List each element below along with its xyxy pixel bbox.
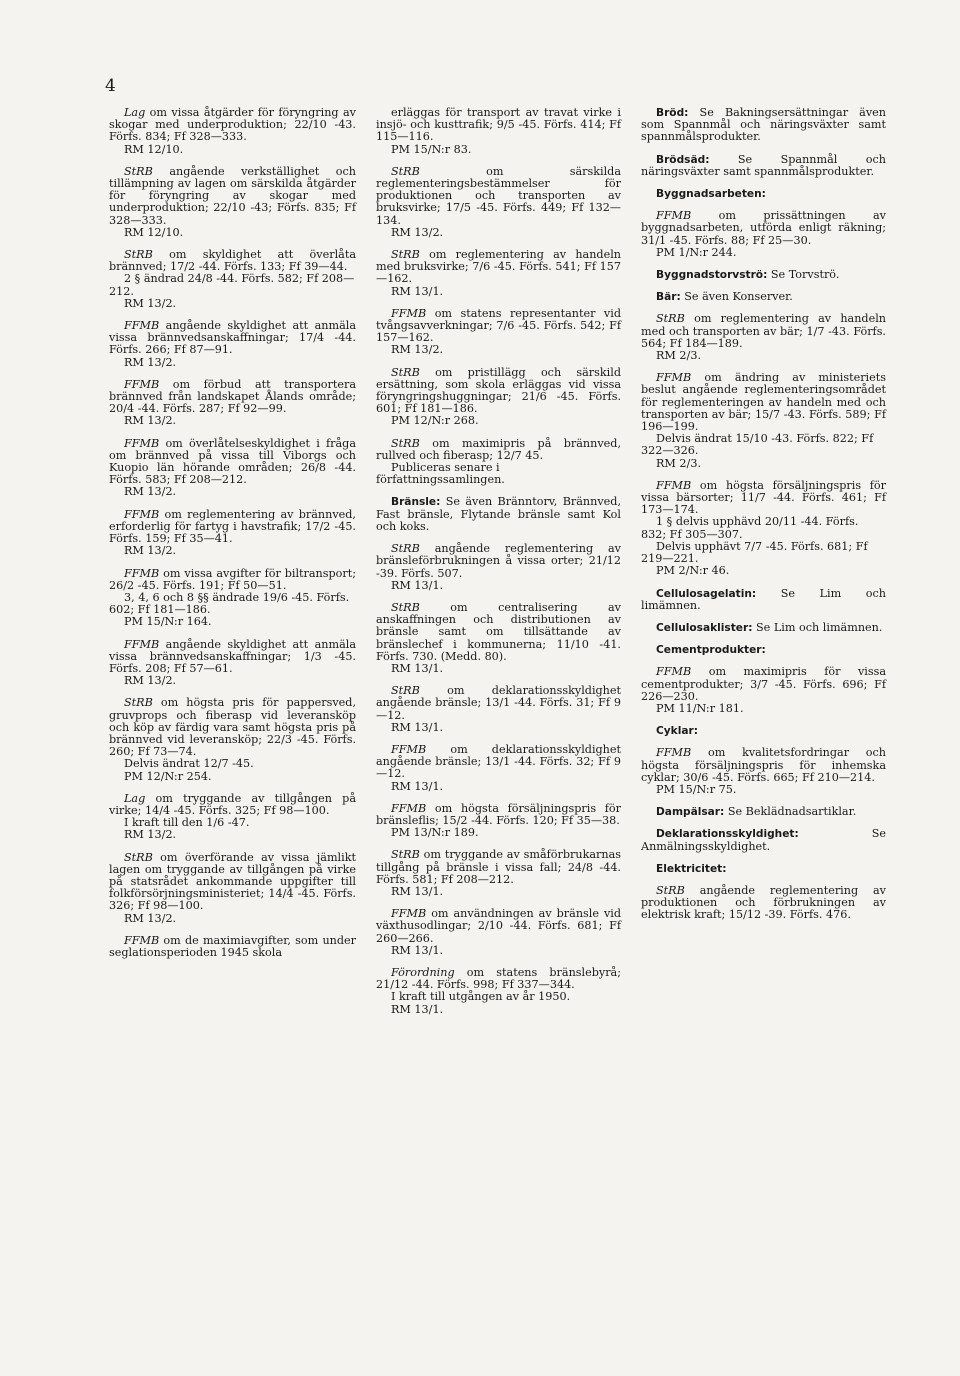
entry-text (109, 320, 356, 357)
register-entry (109, 379, 356, 428)
entry-text (641, 666, 886, 703)
register-entry (109, 852, 356, 925)
register-entry (109, 697, 356, 782)
act-description: om vissa avgifter för biltransport; 26/2 -45. Förfs. 191; Ff 50—51. (109, 566, 357, 592)
act-description: om tryggande av tillgången på virke; 14/4 -45. Förfs. 325; Ff 98—100. (109, 791, 356, 817)
act-description: om maximipris för vissa cementprodukter; 3/7 -45. Förfs. 696; Ff 226—230. (641, 665, 886, 703)
subject-title: Cyklar: (656, 725, 698, 738)
act-description: om skyldighet att överlåta brännved; 17/2 -44. Förfs. 133; Ff 39—44. (109, 248, 356, 274)
act-description: om vissa åtgärder för föryngring av skogar med underproduktion; 22/10 -43. Förfs. 834; Ff 328—333. (109, 106, 356, 144)
subject-heading (376, 496, 621, 533)
entry-text (109, 249, 356, 273)
entry-note: RM 13/1. (391, 284, 444, 298)
entry-text (109, 509, 356, 546)
entry-text (376, 166, 621, 227)
entry-text (376, 367, 621, 416)
entry-note: RM 13/1. (391, 1002, 444, 1016)
act-type: FFMB (124, 319, 160, 333)
act-type: FFMB (124, 436, 160, 450)
act-description: om reglementering av brännved, erforderlig för fartyg i havstrafik; 17/2 -45. Förfs. 159; Ff 35—41. (109, 507, 356, 546)
subject-title: Byggnadsarbeten: (656, 188, 766, 201)
entry-text (376, 543, 621, 580)
cross-reference: Se Lim och limämnen. (756, 620, 883, 634)
column-right (641, 107, 886, 932)
entry-note: PM 15/N:r 164. (124, 615, 212, 629)
entry-text (641, 291, 886, 303)
cross-reference: Se Bakningsersättningar även som Spannmål och näringsväxter samt spannmålsprodukter. (641, 106, 886, 144)
act-type: StRB (391, 600, 420, 614)
entry-text (109, 107, 356, 144)
entry-text (641, 863, 886, 875)
entry-note: RM 13/1. (391, 578, 444, 592)
column-middle (376, 107, 621, 1026)
entry-text (109, 935, 356, 959)
entry-note: RM 12/10. (124, 142, 184, 156)
entry-text (109, 793, 356, 817)
page-number: 4 (105, 76, 116, 96)
entry-note: PM 15/N:r 75. (656, 782, 737, 796)
entry-text (641, 107, 886, 144)
entry-text (376, 107, 621, 144)
act-description: om reglementering av handeln med bruksvirke; 7/6 -45. Förfs. 541; Ff 157—162. (376, 248, 621, 286)
entry-text (109, 166, 356, 227)
entry-note: RM 13/2. (124, 485, 177, 499)
subject-title: Brödsäd: (656, 153, 710, 166)
entry-text (376, 602, 621, 663)
subject-heading (641, 725, 886, 737)
register-entry (109, 509, 356, 558)
entry-note: RM 13/1. (391, 943, 444, 957)
act-type: StRB (391, 848, 420, 862)
act-type: StRB (124, 164, 153, 178)
entry-text (641, 210, 886, 247)
entry-note: RM 2/3. (656, 456, 701, 470)
act-description: angående reglementering av bränsleförbrukningen å vissa orter; 21/12 -39. Förfs. 507. (376, 542, 621, 580)
subject-title: Cellulosagelatin: (656, 587, 757, 600)
register-entry (376, 744, 621, 793)
entry-note: RM 13/2. (124, 828, 177, 842)
act-description: erläggas för transport av travat virke i insjö- och kusttrafik; 9/5 -45. Förfs. 414; Ff 115—116. (376, 106, 621, 144)
act-description: om kvalitetsfordringar och högsta försäljningspris för inhemska cyklar; 30/6 -45. Förfs. 665; Ff 210—214. (641, 746, 887, 784)
act-type: StRB (124, 850, 153, 864)
act-type: FFMB (124, 637, 160, 651)
subject-heading (641, 622, 886, 634)
act-type: StRB (391, 248, 420, 262)
entry-text (376, 496, 621, 533)
register-entry (376, 107, 621, 156)
entry-note: PM 11/N:r 181. (656, 701, 744, 715)
act-type: StRB (391, 436, 420, 450)
register-entry (376, 308, 621, 357)
register-entry (376, 438, 621, 487)
entry-text (109, 697, 356, 758)
cross-reference: Se Spannmål och näringsväxter samt spannmålsprodukter. (641, 152, 886, 178)
entry-text (641, 188, 886, 200)
register-entry (376, 849, 621, 898)
act-type: FFMB (656, 665, 692, 679)
entry-text (641, 588, 886, 612)
subject-heading (641, 644, 886, 656)
entry-note: PM 13/N:r 189. (391, 826, 479, 840)
entry-text (641, 154, 886, 178)
act-description: om statens representanter vid tvångsavverkningar; 7/6 -45. Förfs. 542; Ff 157—162. (376, 306, 621, 345)
entry-note: PM 12/N:r 254. (124, 769, 212, 783)
subject-heading (641, 863, 886, 875)
act-type: Förordning (391, 965, 455, 979)
entry-note: PM 2/N:r 46. (656, 564, 730, 578)
register-entry (109, 935, 356, 959)
act-description: angående skyldighet att anmäla vissa brännvedsanskaffningar; 17/4 -44. Förfs. 266; Ff 87—91. (109, 319, 356, 357)
entry-note: RM 13/2. (391, 225, 444, 239)
entry-note: RM 12/10. (124, 225, 184, 239)
act-description: om reglementering av handeln med och transporten av bär; 1/7 -43. Förfs. 564; Ff 184—189. (641, 312, 886, 350)
entry-note: RM 13/2. (124, 355, 177, 369)
entry-text (641, 828, 886, 852)
act-type: FFMB (124, 377, 160, 391)
subject-title: Dampälsar: (656, 806, 725, 819)
entry-text (109, 379, 356, 416)
cross-reference: Se även Konserver. (684, 290, 793, 304)
entry-text (109, 438, 356, 487)
subject-title: Cellulosaklister: (656, 621, 753, 634)
register-entry (109, 639, 356, 688)
act-description: om prissättningen av byggnadsarbeten, utförda enligt räkning; 31/1 -45. Förfs. 88; Ff 25—30. (641, 209, 886, 247)
entry-text (109, 852, 356, 913)
entry-note: Delvis ändrat 15/10 -43. Förfs. 822; Ff 322—326. (641, 432, 874, 458)
act-description: om ändring av ministeriets beslut angående reglementeringsområdet för reglementeringen av handeln med och transporten av bär; 15/7 -43. Förfs. 589; Ff 196—199. (641, 371, 886, 434)
act-description: om deklarationsskyldighet angående bränsle; 13/1 -44. Förfs. 31; Ff 9—12. (376, 684, 621, 722)
act-type: StRB (391, 684, 420, 698)
act-description: angående verkställighet och tillämpning av lagen om särskilda åtgärder för föryngring av skogar med underproduktion; 22/10 -43; Förfs. 835; Ff 328—333. (109, 164, 357, 227)
act-description: om användningen av bränsle vid växthusodlingar; 2/10 -44. Förfs. 681; Ff 260—266. (376, 907, 622, 945)
act-description: om särskilda reglementeringsbestämmelser för produktionen och transporten av bruksvirke; 17/5 -45. Förfs. 449; Ff 132—134. (376, 164, 622, 227)
register-entry (109, 438, 356, 499)
entry-note: 3, 4, 6 och 8 §§ ändrade 19/6 -45. Förfs. 602; Ff 181—186. (109, 590, 350, 617)
entry-text (641, 372, 886, 433)
act-type: StRB (391, 164, 420, 178)
entry-text (376, 744, 621, 781)
act-description: angående reglementering av produktionen och förbrukningen av elektrisk kraft; 15/12 -39. Förfs. 476. (641, 883, 886, 922)
act-description: om maximipris på brännved, rullved och fiberasp; 12/7 45. (376, 436, 621, 462)
subject-title: Bröd: (656, 107, 689, 119)
act-type: FFMB (124, 566, 160, 580)
register-entry (376, 602, 621, 675)
entry-text (641, 747, 886, 784)
entry-note: RM 13/2. (391, 343, 444, 357)
subject-heading (641, 154, 886, 178)
register-entry (376, 249, 621, 298)
act-description: om högsta försäljningspris för vissa bärsorter; 11/7 -44. Förfs. 461; Ff 173—174. (641, 478, 886, 517)
act-type: FFMB (656, 371, 692, 385)
act-type: FFMB (391, 742, 427, 756)
act-type: StRB (656, 883, 685, 897)
entry-note: PM 12/N:r 268. (391, 414, 479, 428)
register-entry (109, 166, 356, 239)
act-type: StRB (391, 542, 420, 556)
register-entry (109, 249, 356, 310)
act-description: om pristillägg och särskild ersättning, som skola erläggas vid vissa föryngringshuggningar; 21/6 -45. Förfs. 601; Ff 181—186. (376, 365, 621, 416)
entry-text (109, 568, 356, 592)
act-type: StRB (656, 312, 685, 326)
act-type: FFMB (391, 801, 427, 815)
register-entry (641, 666, 886, 715)
entry-note: Delvis upphävt 7/7 -45. Förfs. 681; Ff 219—221. (641, 539, 868, 566)
subject-title: Bär: (656, 291, 681, 304)
subject-title: Deklarationsskyldighet: (656, 828, 799, 841)
cross-reference: Se Lim och limämnen. (641, 586, 886, 612)
act-description: om överlåtelseskyldighet i fråga om brännved på vissa till Viborgs och Kuopio län hörande områden; 26/8 -44. Förfs. 583; Ff 208—212. (109, 436, 356, 487)
entry-note: RM 13/1. (391, 720, 444, 734)
entry-text (109, 639, 356, 676)
subject-heading (641, 107, 886, 144)
cross-reference: Se även Bränntorv, Brännved, Fast bränsle, Flytande bränsle samt Kol och koks. (376, 495, 622, 533)
act-description: om tryggande av småförbrukarnas tillgång på bränsle i vissa fall; 24/8 -44. Förfs. 581; Ff 208—212. (376, 848, 621, 886)
register-entry (376, 543, 621, 592)
register-entry (109, 793, 356, 842)
entry-note: 1 § delvis upphävd 20/11 -44. Förfs. 832; Ff 305—307. (641, 515, 859, 541)
entry-note: I kraft till den 1/6 -47. (124, 816, 250, 830)
act-type: StRB (391, 365, 420, 379)
entry-text (641, 725, 886, 737)
entry-note: RM 13/2. (124, 674, 177, 688)
entry-note: 2 § ändrad 24/8 -44. Förfs. 582; Ff 208—212. (109, 272, 355, 298)
entry-note: Delvis ändrat 12/7 -45. (124, 757, 254, 771)
subject-heading (641, 269, 886, 281)
act-type: FFMB (656, 746, 692, 760)
entry-note: RM 13/1. (391, 884, 444, 898)
entry-text (376, 438, 621, 462)
entry-text (641, 885, 886, 922)
act-type: Lag (124, 791, 146, 805)
entry-note: RM 13/2. (124, 911, 177, 925)
column-left (109, 107, 356, 969)
entry-text (376, 967, 621, 991)
register-entry (109, 107, 356, 156)
act-description: om statens bränslebyrå; 21/12 -44. Förfs. 998; Ff 337—344. (376, 965, 621, 992)
entry-note: RM 13/2. (124, 414, 177, 428)
register-entry (641, 480, 886, 578)
entry-note: Publiceras senare i författningssamlingen. (376, 461, 505, 487)
act-type: FFMB (391, 306, 427, 320)
act-type: StRB (124, 248, 153, 262)
act-description: om centralisering av anskaffningen och distributionen av bränsle samt om tillsättande av bränslechef i kommunerna; 11/10 -41. Förfs. 730. (Medd. 80). (376, 600, 621, 663)
act-description: om överförande av vissa jämlikt lagen om tryggande av tillgången på virke på statsrådet ankommande uppgifter till folkförsörjningsministeriet; 14/4 -45. Förfs. 326; Ff 98—100. (109, 850, 356, 913)
act-type: FFMB (656, 209, 692, 223)
entry-note: RM 13/1. (391, 779, 444, 793)
act-description: angående skyldighet att anmäla vissa brännvedsanskaffningar; 1/3 -45. Förfs. 208; Ff 57—61. (109, 637, 356, 675)
register-entry (641, 747, 886, 796)
act-type: FFMB (124, 933, 160, 947)
entry-note: RM 13/1. (391, 661, 444, 675)
entry-note: I kraft till utgången av år 1950. (391, 990, 571, 1004)
entry-text (641, 480, 886, 517)
entry-note: PM 15/N:r 83. (391, 142, 472, 156)
act-description: om högsta försäljningspris för bränsleflis; 15/2 -44. Förfs. 120; Ff 35—38. (376, 801, 621, 827)
act-type: StRB (124, 696, 153, 710)
register-entry (641, 372, 886, 470)
subject-title: Elektricitet: (656, 862, 727, 875)
act-description: om deklarationsskyldighet angående bränsle; 13/1 -44. Förfs. 32; Ff 9—12. (376, 742, 622, 781)
entry-text (376, 908, 621, 945)
act-description: om de maximiavgifter, som under seglationsperioden 1945 skola (109, 933, 356, 959)
subject-title: Byggnadstorvströ: (656, 269, 768, 282)
register-entry (376, 967, 621, 1016)
act-type: Lag (124, 106, 146, 119)
register-entry (376, 908, 621, 957)
entry-text (376, 308, 621, 345)
subject-heading (641, 828, 886, 852)
entry-text (641, 622, 886, 634)
subject-heading (641, 188, 886, 200)
subject-title: Cementprodukter: (656, 644, 766, 657)
register-entry (641, 210, 886, 259)
entry-note: RM 13/2. (124, 296, 177, 310)
register-entry (376, 685, 621, 734)
register-entry (376, 166, 621, 239)
entry-text (641, 806, 886, 818)
register-entry (109, 320, 356, 369)
register-entry (376, 803, 621, 840)
act-type: FFMB (656, 478, 692, 492)
entry-text (376, 849, 621, 886)
register-entry (641, 313, 886, 362)
subject-heading (641, 806, 886, 818)
subject-title: Bränsle: (391, 496, 441, 509)
cross-reference: Se Anmälningsskyldighet. (641, 827, 886, 853)
register-entry (376, 367, 621, 428)
subject-heading (641, 291, 886, 303)
act-description: om högsta pris för pappersved, gruvprops och fiberasp vid leveransköp och köp av färdig vara samt högsta pris på brännved vid leveransköp; 22/3 -45. Förfs. 260; Ff 73—74. (109, 696, 357, 759)
cross-reference: Se Torvströ. (770, 268, 840, 282)
entry-text (376, 685, 621, 722)
entry-note: PM 1/N:r 244. (656, 245, 737, 259)
register-entry (641, 885, 886, 922)
entry-note: RM 13/2. (124, 544, 177, 558)
cross-reference: Se Beklädnadsartiklar. (727, 805, 857, 819)
act-type: FFMB (391, 907, 427, 921)
act-description: om förbud att transportera brännved från landskapet Ålands område; 20/4 -44. Förfs. 287; Ff 92—99. (109, 377, 357, 416)
entry-text (376, 803, 621, 827)
entry-text (641, 313, 886, 350)
entry-note: RM 2/3. (656, 349, 701, 363)
subject-heading (641, 588, 886, 612)
entry-text (641, 269, 886, 281)
entry-text (376, 249, 621, 286)
register-entry (109, 568, 356, 629)
entry-text (641, 644, 886, 656)
act-type: FFMB (124, 507, 160, 521)
